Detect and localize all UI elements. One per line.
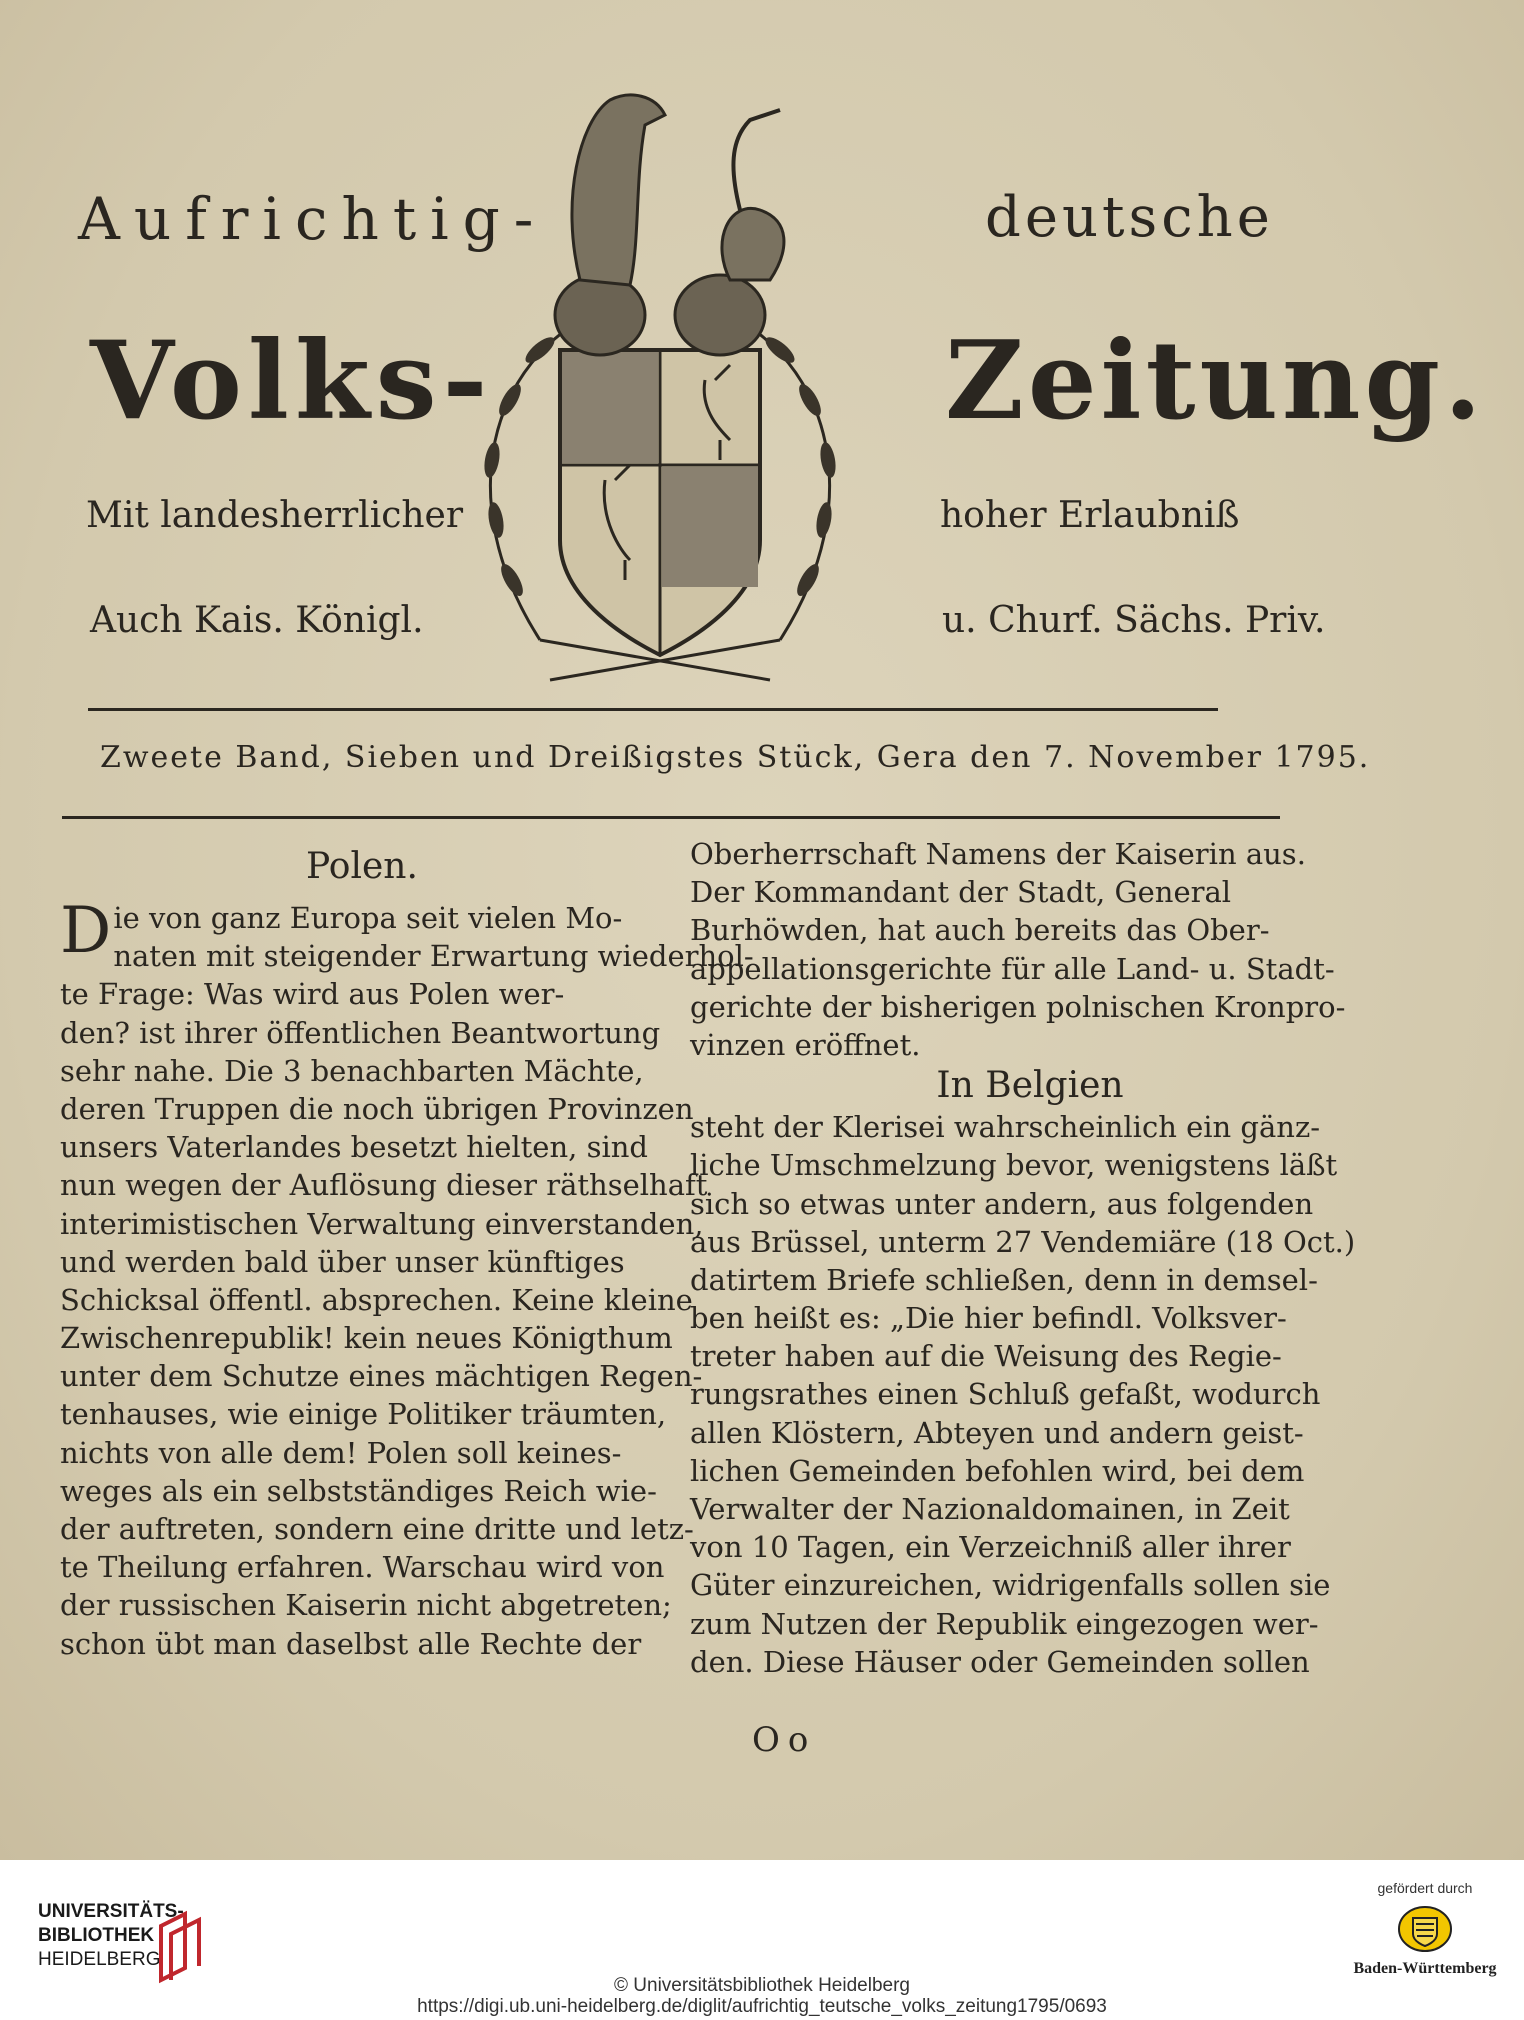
text-line: treter haben auf die Weisung des Regie- <box>690 1339 1282 1374</box>
text-line: naten mit steigender Erwartung wiederhol- <box>113 939 754 974</box>
text-line: der auftreten, sondern eine dritte und letz- <box>60 1512 694 1546</box>
text-line: der russischen Kaiserin nicht abgetreten; <box>60 1588 672 1623</box>
text-line: schon übt man daselbst alle Rechte der <box>60 1626 642 1661</box>
text-line: nichts von alle dem! Polen soll keines- <box>60 1435 622 1470</box>
text-line: te Theilung erfahren. Warschau wird von <box>60 1550 665 1585</box>
text-line: aus Brüssel, unterm 27 Vendemiäre (18 Oct.) <box>690 1224 1356 1259</box>
text-line: rungsrathes einen Schluß gefaßt, wodurch <box>690 1377 1321 1412</box>
permalink-url[interactable]: https://digi.ub.uni-heidelberg.de/diglit/aufrichtig_teutsche_volks_zeitung1795/0693 <box>417 1996 1107 2017</box>
section-heading-polen: Polen. <box>306 846 418 887</box>
text-line: von 10 Tagen, ein Verzeichniß aller ihrer <box>690 1530 1291 1565</box>
text-line: den? ist ihrer öffentlichen Beantwortung <box>60 1015 661 1050</box>
right-column <box>690 835 1356 1681</box>
text-line: ie von ganz Europa seit vielen Mo- <box>113 901 623 935</box>
issue-divider <box>62 816 1280 819</box>
text-line: tenhauses, wie einige Politiker träumten, <box>60 1397 667 1432</box>
section-heading-belgien: In Belgien <box>936 1065 1124 1107</box>
text-line: interimistischen Verwaltung einverstanden, <box>60 1206 704 1241</box>
baden-wuerttemberg-seal-icon <box>1395 1904 1455 1954</box>
masthead-title-main-right: Zeitung. <box>945 318 1486 444</box>
coat-of-arms-illustration <box>430 80 890 700</box>
text-line: weges als ein selbstständiges Reich wie- <box>60 1473 657 1508</box>
text-line: sich so etwas unter andern, aus folgenden <box>690 1186 1314 1221</box>
library-name-line: BIBLIOTHEK <box>38 1925 155 1946</box>
masthead-title-main-left: Volks- <box>90 318 494 444</box>
library-name <box>38 1900 184 1972</box>
text-line: ben heißt es: „Die hier befindl. Volksver- <box>690 1301 1287 1336</box>
sponsor-name: Baden-Württemberg <box>1353 1960 1497 1977</box>
text-line: unter dem Schutze eines mächtigen Regen- <box>60 1359 703 1394</box>
text-line: den. Diese Häuser oder Gemeinden sollen <box>690 1644 1310 1679</box>
dropcap-letter: D <box>60 894 112 968</box>
text-line: und werden bald über unser künftiges <box>60 1244 625 1279</box>
text-line: Oberherrschaft Namens der Kaiserin aus. <box>690 837 1306 871</box>
ub-heidelberg-logo-icon <box>155 1912 205 1982</box>
masthead-privilege-left: Mit landesherrlicher <box>86 495 464 536</box>
printer-signature-mark: Oo <box>752 1720 817 1760</box>
text-line: Schicksal öffentl. absprechen. Keine kleine <box>60 1282 693 1317</box>
text-line: Burhöwden, hat auch bereits das Ober- <box>690 913 1270 948</box>
text-line: liche Umschmelzung bevor, wenigstens läßt <box>690 1148 1338 1183</box>
masthead-title-top-right: deutsche <box>985 185 1274 250</box>
copyright-notice: © Universitätsbibliothek Heidelberg <box>614 1975 910 1996</box>
text-line: datirtem Briefe schließen, denn in demsel- <box>690 1262 1318 1297</box>
text-line: allen Klöstern, Abteyen und andern geist- <box>690 1415 1304 1450</box>
sponsor-label: gefördert durch <box>1377 1880 1473 1896</box>
masthead-divider <box>88 708 1218 711</box>
text-line: gerichte der bisherigen polnischen Kronpro- <box>690 989 1346 1024</box>
text-line: zum Nutzen der Republik eingezogen wer- <box>690 1606 1319 1641</box>
text-line: unsers Vaterlandes besetzt hielten, sind <box>60 1130 648 1165</box>
text-line: sehr nahe. Die 3 benachbarten Mächte, <box>60 1053 644 1088</box>
text-line: Der Kommandant der Stadt, General <box>690 875 1232 910</box>
issue-line: Zweete Band, Sieben und Dreißigstes Stück, Gera den 7. November 1795. <box>100 740 1371 775</box>
masthead-privilege-right: hoher Erlaubniß <box>940 495 1240 536</box>
text-line: nun wegen der Auflösung dieser räthselhaft <box>60 1168 708 1203</box>
text-line: vinzen eröffnet. <box>690 1027 921 1062</box>
sponsor-block <box>1340 1880 1510 1978</box>
masthead-title-top-left: Aufrichtig- <box>78 185 548 253</box>
masthead-imperial-left: Auch Kais. Königl. <box>90 600 424 641</box>
text-line: Zwischenrepublik! kein neues Königthum <box>60 1321 673 1356</box>
left-column-text <box>60 894 754 1663</box>
text-line: steht der Klerisei wahrscheinlich ein gänz- <box>690 1110 1321 1145</box>
library-name-line: HEIDELBERG <box>38 1949 161 1970</box>
text-line: te Frage: Was wird aus Polen wer- <box>60 977 565 1012</box>
text-line: deren Truppen die noch übrigen Provinzen <box>60 1091 694 1126</box>
library-name-line: UNIVERSITÄTS- <box>38 1901 184 1922</box>
text-line: appellationsgerichte für alle Land- u. Stadt- <box>690 951 1335 986</box>
text-line: lichen Gemeinden befohlen wird, bei dem <box>690 1453 1305 1488</box>
text-line: Güter einzureichen, widrigenfalls sollen sie <box>690 1568 1331 1603</box>
left-column <box>60 835 754 1663</box>
text-line: Verwalter der Nazionaldomainen, in Zeit <box>690 1492 1290 1526</box>
masthead-imperial-right: u. Churf. Sächs. Priv. <box>942 600 1326 641</box>
